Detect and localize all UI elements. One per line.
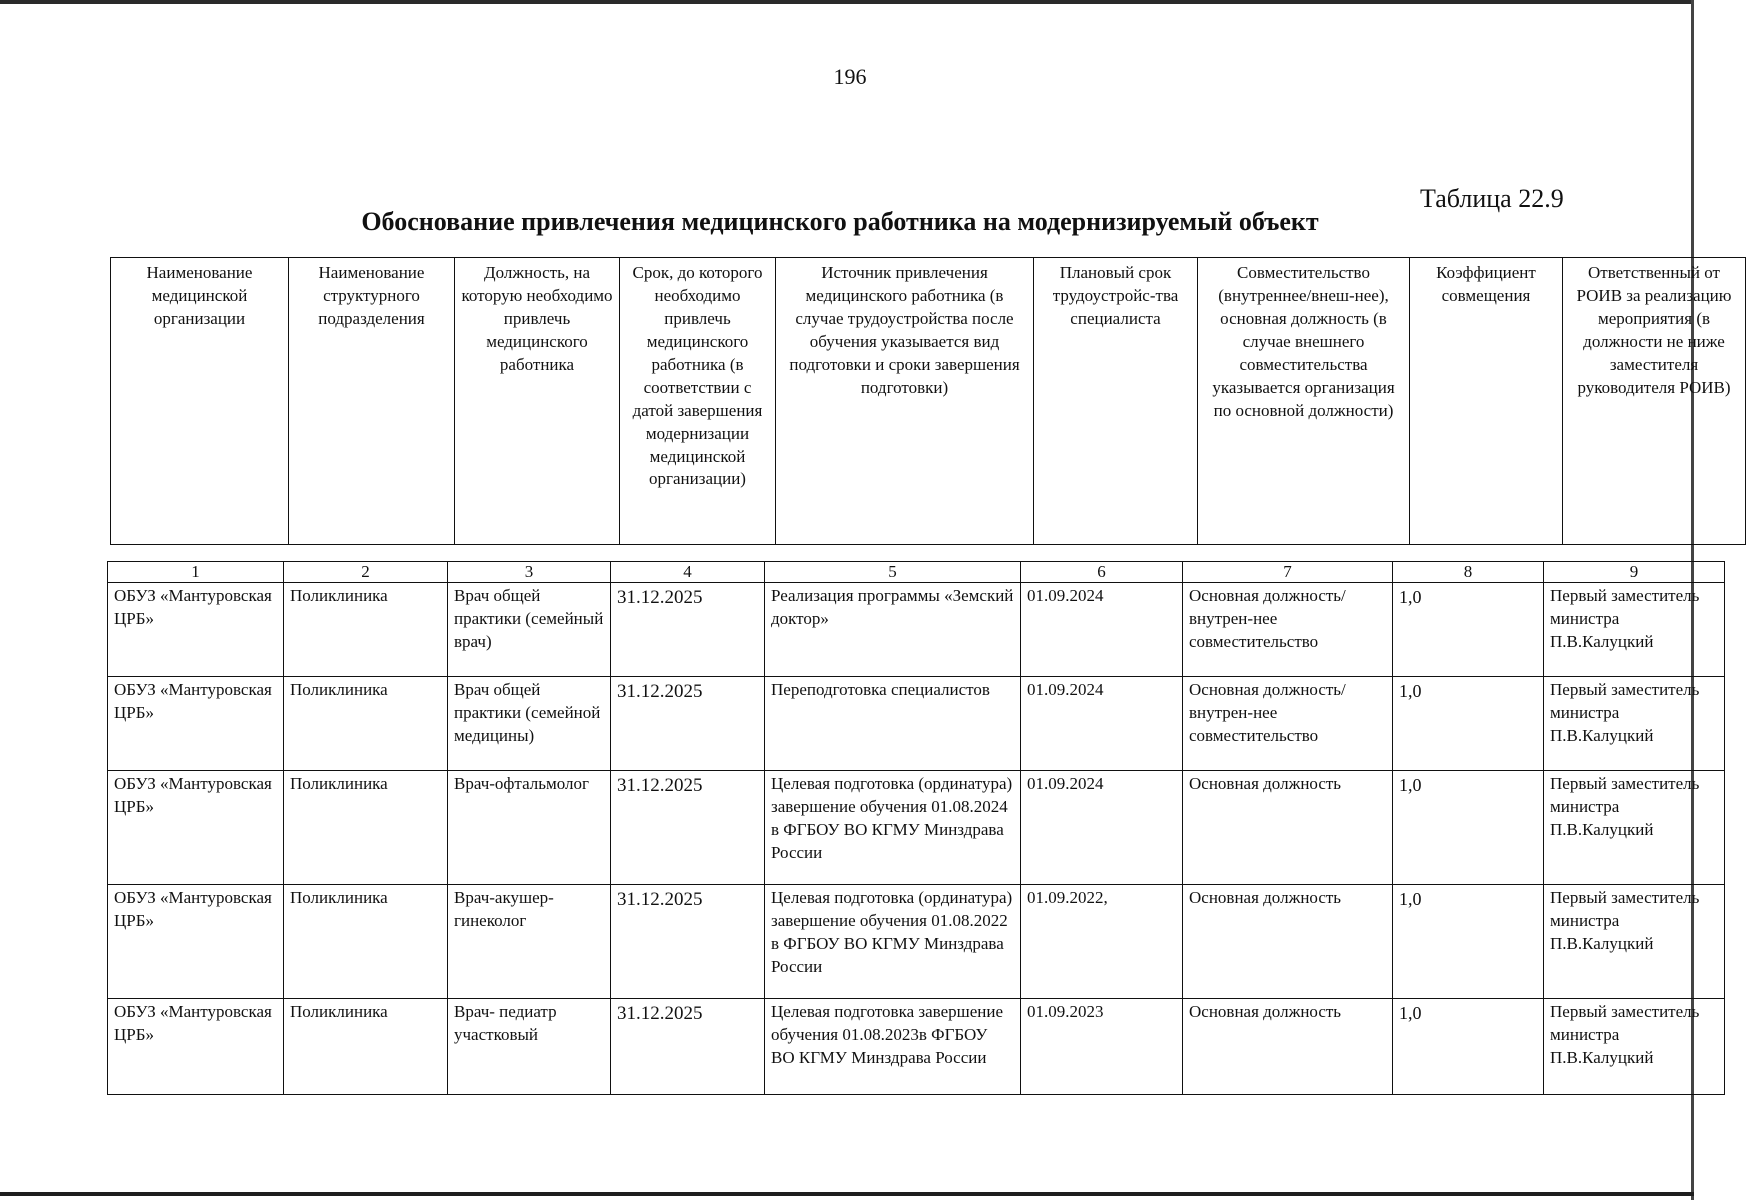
org-cell: ОБУЗ «Мантуровская ЦРБ» (108, 885, 284, 999)
org-cell: ОБУЗ «Мантуровская ЦРБ» (108, 583, 284, 677)
planned-date-cell: 01.09.2023 (1021, 999, 1183, 1095)
document-title: Обоснование привлечения медицинского работника на модернизируемый объект (361, 207, 1319, 236)
table-row (108, 583, 1725, 677)
responsible-cell: Первый заместитель министра П.В.Калуцкий (1544, 999, 1725, 1095)
org-cell: ОБУЗ «Мантуровская ЦРБ» (108, 999, 284, 1095)
header-cell: Коэффициент совмещения (1410, 258, 1563, 545)
header-table (110, 257, 1746, 545)
combination-cell: Основная должность/внутрен-нее совместительство (1183, 583, 1393, 677)
page-number: 196 (833, 64, 867, 89)
header-cell: Срок, до которого необходимо привлечь медицинского работника (в соответствии с датой завершения модернизации медицинской организации) (620, 258, 776, 545)
org-cell: ОБУЗ «Мантуровская ЦРБ» (108, 771, 284, 885)
column-number: 1 (108, 562, 284, 583)
data-table (107, 561, 1725, 1095)
position-cell: Врач-офтальмолог (448, 771, 611, 885)
unit-cell: Поликлиника (284, 583, 448, 677)
unit-cell: Поликлиника (284, 885, 448, 999)
header-row (111, 258, 1746, 545)
org-cell: ОБУЗ «Мантуровская ЦРБ» (108, 677, 284, 771)
header-cell: Должность, на которую необходимо привлечь медицинского работника (455, 258, 620, 545)
column-number: 5 (765, 562, 1021, 583)
coefficient-cell: 1,0 (1393, 885, 1544, 999)
position-cell: Врач общей практики (семейный врач) (448, 583, 611, 677)
column-number: 3 (448, 562, 611, 583)
header-cell: Ответственный от РОИВ за реализацию мероприятия (в должности не ниже заместителя руководителя РОИВ) (1563, 258, 1746, 545)
combination-cell: Основная должность (1183, 771, 1393, 885)
header-cell: Наименование структурного подразделения (289, 258, 455, 545)
combination-cell: Основная должность (1183, 999, 1393, 1095)
unit-cell: Поликлиника (284, 999, 448, 1095)
planned-date-cell: 01.09.2024 (1021, 771, 1183, 885)
responsible-cell: Первый заместитель министра П.В.Калуцкий (1544, 583, 1725, 677)
position-cell: Врач- педиатр участковый (448, 999, 611, 1095)
coefficient-cell: 1,0 (1393, 999, 1544, 1095)
combination-cell: Основная должность (1183, 885, 1393, 999)
column-number: 4 (611, 562, 765, 583)
header-cell: Наименование медицинской организации (111, 258, 289, 545)
scan-edge-top (0, 0, 1694, 4)
source-cell: Переподготовка специалистов (765, 677, 1021, 771)
column-number: 9 (1544, 562, 1725, 583)
table-row (108, 677, 1725, 771)
table-row (108, 999, 1725, 1095)
deadline-cell: 31.12.2025 (611, 885, 765, 999)
planned-date-cell: 01.09.2022, (1021, 885, 1183, 999)
planned-date-cell: 01.09.2024 (1021, 677, 1183, 771)
deadline-cell: 31.12.2025 (611, 583, 765, 677)
responsible-cell: Первый заместитель министра П.В.Калуцкий (1544, 885, 1725, 999)
coefficient-cell: 1,0 (1393, 583, 1544, 677)
source-cell: Целевая подготовка (ординатура) завершение обучения 01.08.2022 в ФГБОУ ВО КГМУ Минздрава России (765, 885, 1021, 999)
responsible-cell: Первый заместитель министра П.В.Калуцкий (1544, 677, 1725, 771)
coefficient-cell: 1,0 (1393, 771, 1544, 885)
planned-date-cell: 01.09.2024 (1021, 583, 1183, 677)
deadline-cell: 31.12.2025 (611, 677, 765, 771)
table-row (108, 771, 1725, 885)
position-cell: Врач-акушер-гинеколог (448, 885, 611, 999)
table-label: Таблица 22.9 (1420, 184, 1564, 213)
source-cell: Целевая подготовка (ординатура) завершение обучения 01.08.2024 в ФГБОУ ВО КГМУ Минздрава России (765, 771, 1021, 885)
header-cell: Плановый срок трудоустройс-тва специалиста (1034, 258, 1198, 545)
source-cell: Целевая подготовка завершение обучения 01.08.2023в ФГБОУ ВО КГМУ Минздрава России (765, 999, 1021, 1095)
column-number: 8 (1393, 562, 1544, 583)
column-number-row (108, 562, 1725, 583)
unit-cell: Поликлиника (284, 771, 448, 885)
responsible-cell: Первый заместитель министра П.В.Калуцкий (1544, 771, 1725, 885)
header-cell: Совместительство (внутреннее/внеш-нее), основная должность (в случае внешнего совместительства указывается организация по основной должности) (1198, 258, 1410, 545)
column-number: 6 (1021, 562, 1183, 583)
deadline-cell: 31.12.2025 (611, 771, 765, 885)
header-cell: Источник привлечения медицинского работника (в случае трудоустройства после обучения указывается вид подготовки и сроки завершения подготовки) (776, 258, 1034, 545)
combination-cell: Основная должность/внутрен-нее совместительство (1183, 677, 1393, 771)
deadline-cell: 31.12.2025 (611, 999, 765, 1095)
scan-edge-bottom (0, 1192, 1694, 1196)
unit-cell: Поликлиника (284, 677, 448, 771)
position-cell: Врач общей практики (семейной медицины) (448, 677, 611, 771)
column-number: 7 (1183, 562, 1393, 583)
column-number: 2 (284, 562, 448, 583)
table-row (108, 885, 1725, 999)
source-cell: Реализация программы «Земский доктор» (765, 583, 1021, 677)
coefficient-cell: 1,0 (1393, 677, 1544, 771)
